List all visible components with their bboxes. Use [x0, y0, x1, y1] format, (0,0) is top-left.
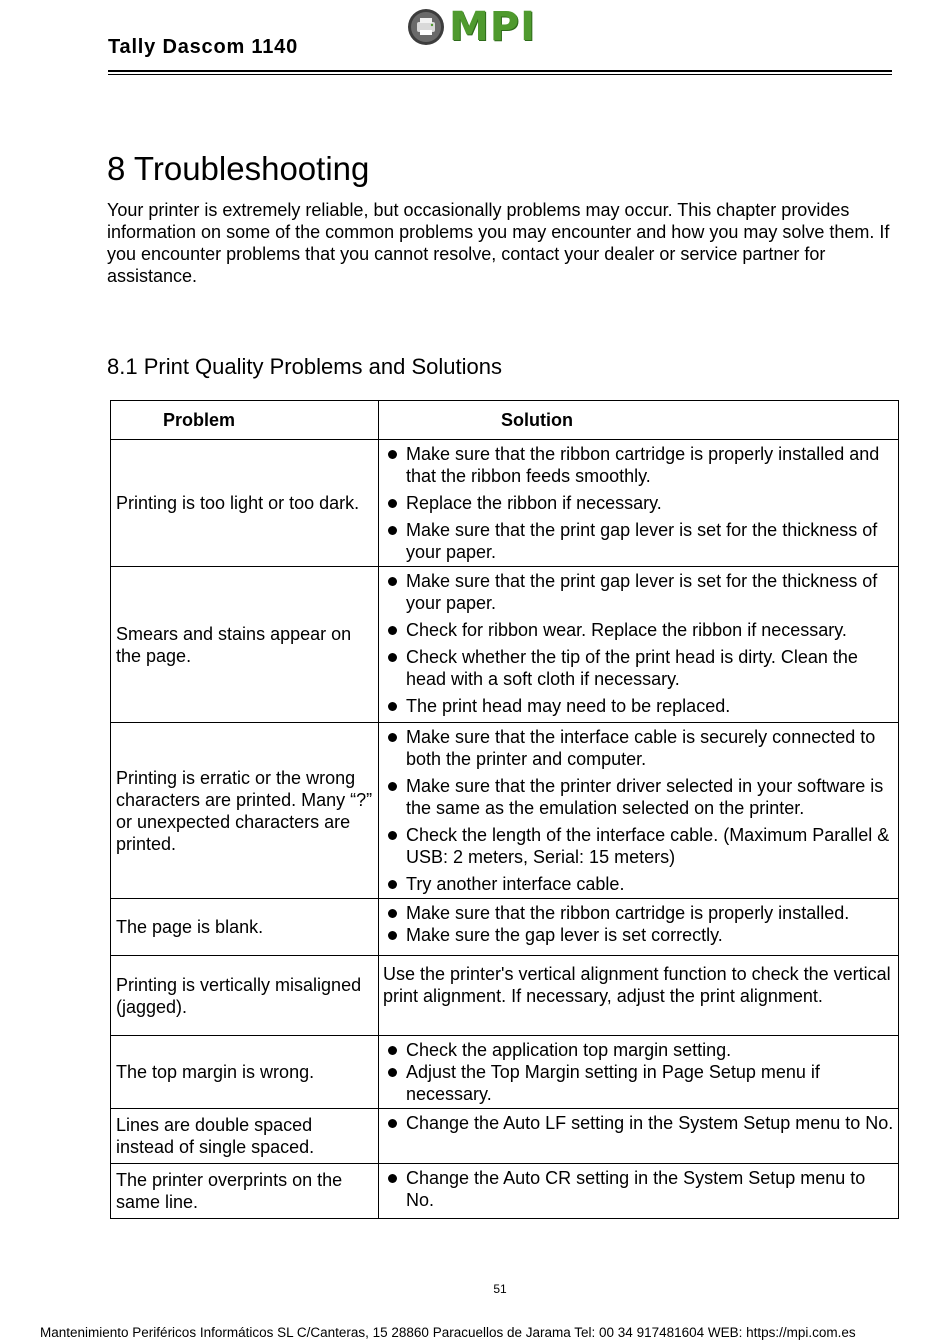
logo-wordmark: MPI — [449, 4, 537, 50]
solution-item: Make sure that the ribbon cartridge is properly installed. — [383, 902, 894, 924]
solution-item: Check the length of the interface cable. (Maximum Parallel & USB: 2 meters, Serial: 15 meters) — [383, 824, 894, 868]
problem-cell: Smears and stains appear on the page. — [111, 567, 379, 723]
solution-item: Make sure the gap lever is set correctly. — [383, 924, 894, 946]
solution-item: Adjust the Top Margin setting in Page Setup menu if necessary. — [383, 1061, 894, 1105]
solution-text: Use the printer's vertical alignment function to check the vertical print alignment. If necessary, adjust the print alignment. — [383, 964, 891, 1006]
table-row — [111, 567, 899, 723]
solution-cell — [379, 1109, 899, 1164]
page-footer: Mantenimiento Periféricos Informáticos SL C/Canteras, 15 28860 Paracuellos de Jarama Tel: 00 34 917481604 WEB: https://mpi.com.es — [40, 1325, 856, 1340]
solution-item: Check for ribbon wear. Replace the ribbon if necessary. — [383, 619, 894, 641]
solution-cell — [379, 1164, 899, 1219]
problem-cell: The top margin is wrong. — [111, 1036, 379, 1109]
problem-cell: Printing is too light or too dark. — [111, 440, 379, 567]
column-header-problem: Problem — [111, 401, 379, 440]
solution-item: Make sure that the print gap lever is set for the thickness of your paper. — [383, 519, 894, 563]
header-rule — [108, 70, 892, 72]
solution-item: Make sure that the ribbon cartridge is properly installed and that the ribbon feeds smoothly. — [383, 443, 894, 487]
solution-cell — [379, 899, 899, 956]
problem-cell: The printer overprints on the same line. — [111, 1164, 379, 1219]
solution-item: Check the application top margin setting. — [383, 1039, 894, 1061]
chapter-title: 8 Troubleshooting — [107, 150, 370, 187]
problem-cell: Printing is erratic or the wrong characters are printed. Many “?” or unexpected characters are printed. — [111, 723, 379, 899]
solution-cell — [379, 440, 899, 567]
column-header-solution: Solution — [379, 401, 899, 440]
solution-item: Change the Auto CR setting in the System Setup menu to No. — [383, 1167, 894, 1211]
table-row — [111, 899, 899, 956]
problem-cell: The page is blank. — [111, 899, 379, 956]
solution-item: Try another interface cable. — [383, 873, 894, 895]
table-row — [111, 956, 899, 1036]
table-row — [111, 1109, 899, 1164]
solution-item: The print head may need to be replaced. — [383, 695, 894, 717]
table-row — [111, 1164, 899, 1219]
problem-cell: Printing is vertically misaligned (jagged). — [111, 956, 379, 1036]
printer-logo-icon — [407, 8, 445, 46]
solution-cell — [379, 956, 899, 1036]
table-header-row — [111, 401, 899, 440]
solution-cell — [379, 567, 899, 723]
solution-item: Check whether the tip of the print head is dirty. Clean the head with a soft cloth if necessary. — [383, 646, 894, 690]
solution-item: Replace the ribbon if necessary. — [383, 492, 894, 514]
table-row — [111, 1036, 899, 1109]
problem-cell: Lines are double spaced instead of single spaced. — [111, 1109, 379, 1164]
solution-cell — [379, 723, 899, 899]
header-rule-thin — [108, 74, 892, 75]
solution-item: Change the Auto LF setting in the System Setup menu to No. — [383, 1112, 894, 1134]
solution-cell — [379, 1036, 899, 1109]
table-row — [111, 440, 899, 567]
table-row — [111, 723, 899, 899]
chapter-intro: Your printer is extremely reliable, but occasionally problems may occur. This chapter provides information on some of the common problems you may encounter and how you may solve them. If you encounter problems that you cannot resolve, contact your dealer or service partner for assistance. — [107, 200, 890, 286]
solution-item: Make sure that the interface cable is securely connected to both the printer and computer. — [383, 726, 894, 770]
section-title: 8.1 Print Quality Problems and Solutions — [107, 354, 502, 379]
solution-item: Make sure that the printer driver selected in your software is the same as the emulation selected on the printer. — [383, 775, 894, 819]
troubleshooting-table — [110, 400, 899, 1219]
document-title: Tally Dascom 1140 — [108, 36, 299, 58]
solution-item: Make sure that the print gap lever is set for the thickness of your paper. — [383, 570, 894, 614]
mpi-logo — [407, 6, 536, 48]
page-number: 51 — [493, 1282, 507, 1296]
